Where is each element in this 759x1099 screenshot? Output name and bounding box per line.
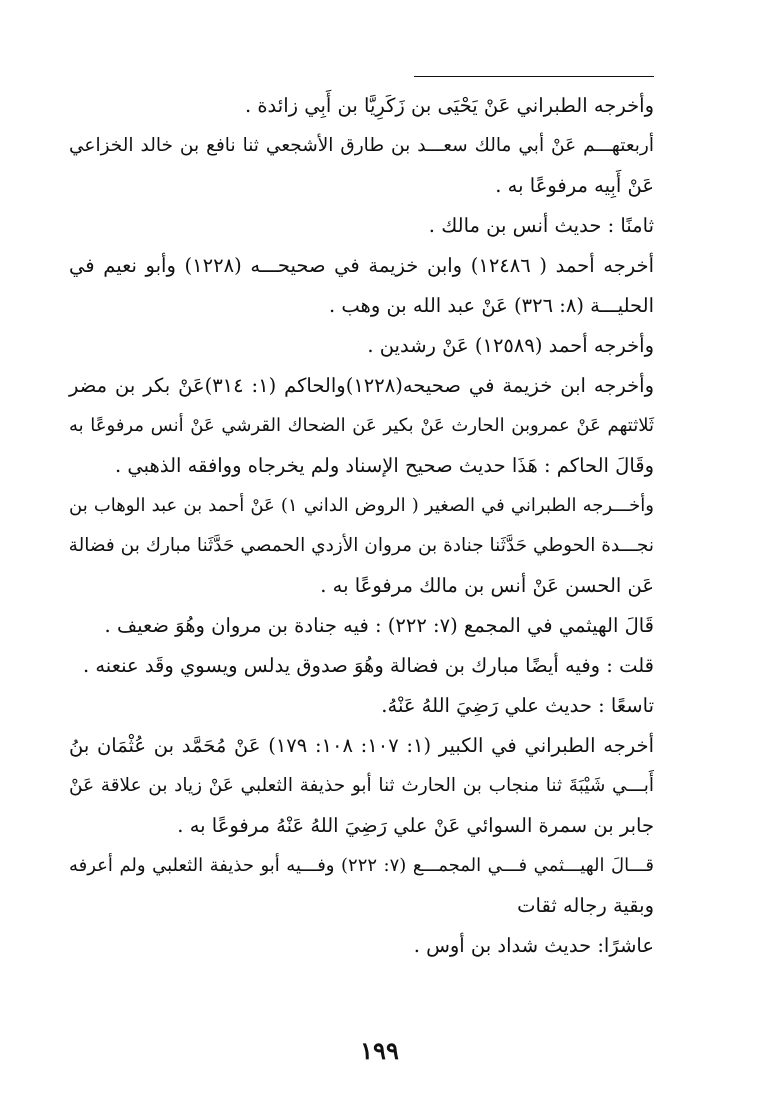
header-rule: [414, 76, 654, 77]
text-line: وقَالَ الحاكم : هَذَا حديث صحيح الإسناد ولم يخرجاه ووافقه الذهبي .: [115, 454, 654, 477]
text-line: قـــالَ الهيـــثمي فـــي المجمـــع (٧: ٢٢٢) وفـــيه أبو حذيفة الثعلبي ولم أعرفه: [69, 855, 654, 876]
text-line: ثَلاثتهم عَنْ عمروبن الحارث عَنْ بكير عَن الضحاك القرشي عَنْ أنس مرفوعًا به: [69, 415, 654, 436]
text-line: وأخرجه ابن خزيمة في صحيحه(١٢٢٨)والحاكم (١: ٣١٤)عَنْ بكر بن مضر: [69, 374, 654, 397]
text-line: وأخـــرجه الطبراني في الصغير ( الروض الداني ١) عَنْ أحمد بن عبد الوهاب بن: [69, 495, 654, 516]
text-line: عَن الحسن عَنْ أنس بن مالك مرفوعًا به .: [320, 574, 654, 597]
section-heading: عاشرًا: حديث شداد بن أوس .: [413, 934, 654, 957]
text-line: جابر بن سمرة السوائي عَنْ علي رَضِيَ اللهُ عَنْهُ مرفوعًا به .: [177, 814, 654, 837]
text-line: نجـــدة الحوطي حَدَّثَنا جنادة بن مروان الأزدي الحمصي حَدَّثَنا مبارك بن فضالة: [68, 535, 654, 556]
text-line: قلت : وفيه أيضًا مبارك بن فضالة وهُوَ صدوق يدلس ويسوي وقَد عنعنه .: [82, 654, 654, 677]
text-line: أربعتهـــم عَنْ أبي مالك سعـــد بن طارق الأشجعي ثنا نافع بن خالد الخزاعي: [69, 135, 654, 156]
section-heading: تاسعًا : حديث علي رَضِيَ اللهُ عَنْهُ.: [381, 694, 654, 717]
text-line: أَبـــي شَيْبَةَ ثنا منجاب بن الحارث ثنا أبو حذيفة الثعلبي عَنْ زياد بن علاقة عَنْ: [69, 775, 654, 796]
text-line: وأخرجه أحمد (١٢٥٨٩) عَنْ رشدين .: [367, 334, 654, 357]
text-line: عَنْ أَبِيه مرفوعًا به .: [495, 174, 654, 197]
page-number: ١٩٩: [360, 1036, 399, 1065]
section-heading: ثامنًا : حديث أنس بن مالك .: [428, 214, 654, 237]
text-line: أخرجه أحمد ( ١٢٤٨٦) وابن خزيمة في صحيحـــه (١٢٢٨) وأبو نعيم في: [69, 254, 654, 277]
text-line: الحليـــة (٨: ٣٢٦) عَنْ عبد الله بن وهب .: [329, 294, 654, 317]
text-line: أخرجه الطبراني في الكبير (١: ١٠٧: ١٠٨: ١٧٩) عَنْ مُحَمَّد بن عُثْمَان بنُ: [69, 734, 654, 757]
text-line: قَالَ الهيثمي في المجمع (٧: ٢٢٢) : فيه جنادة بن مروان وهُوَ ضعيف .: [104, 614, 654, 637]
body-text: [69, 86, 654, 966]
text-line: وأخرجه الطبراني عَنْ يَحْيَى بن زَكَرِيَّا بن أَبِي زائدة .: [244, 94, 654, 117]
text-line: وبقية رجاله ثقات: [517, 894, 654, 917]
